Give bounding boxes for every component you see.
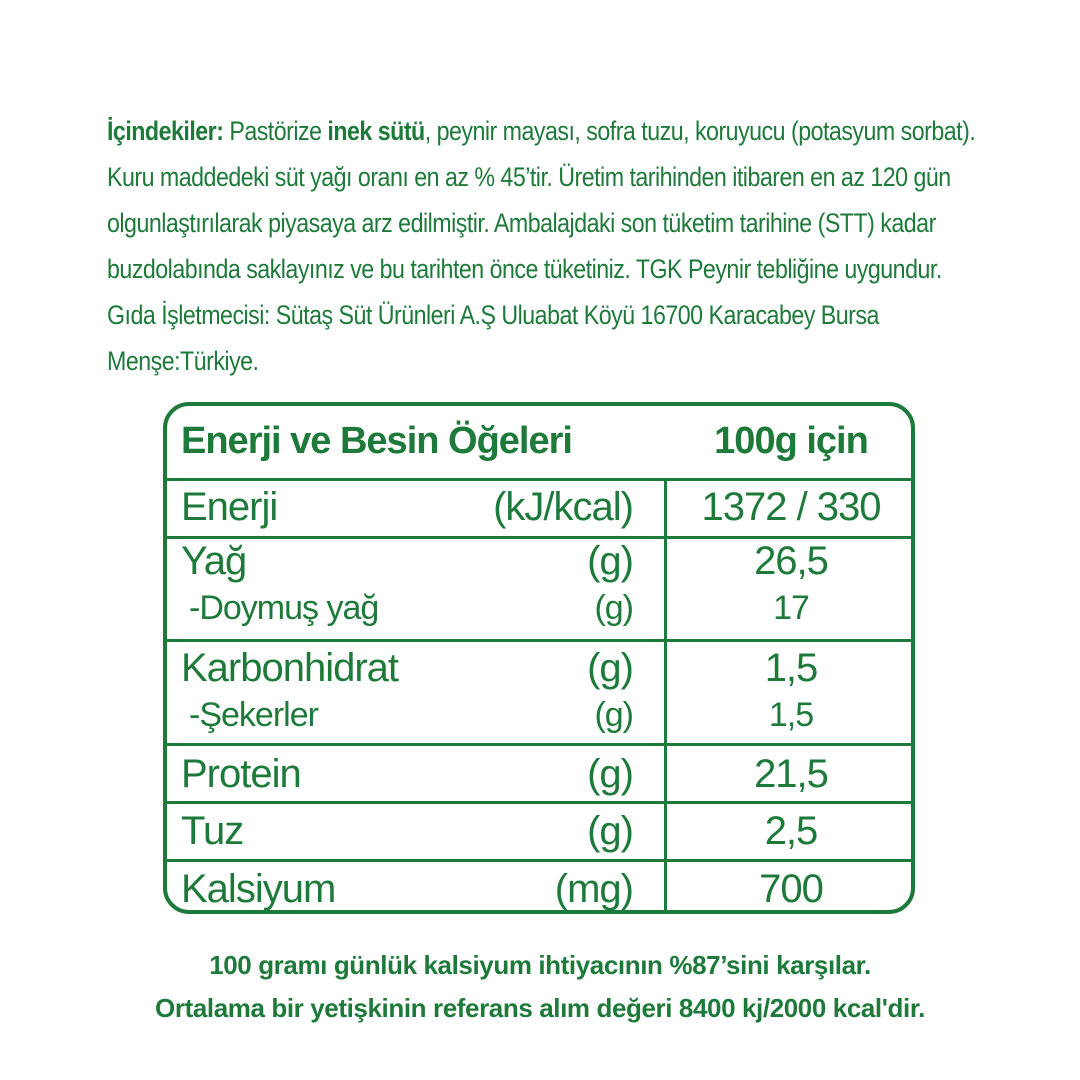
nutrition-row-fat	[167, 536, 911, 639]
nutrition-row-name: Tuz	[181, 809, 244, 853]
nutrition-row-unit: (g)	[587, 752, 633, 796]
nutrition-row-name: Kalsiyum	[181, 867, 336, 911]
ingredients-milk: inek sütü	[327, 116, 425, 146]
nutrition-row-value: 2,5	[764, 809, 818, 853]
nutrition-row-carbohydrate	[167, 639, 911, 743]
column-divider	[664, 478, 667, 910]
nutrition-row-unit: (g)	[587, 539, 633, 583]
ingredients-text-part-2: , peynir mayası, sofra tuzu, koruyucu (potasyum sorbat). Kuru maddedeki süt yağı oranı en az % 45’tir. Üretim tarihinden itibaren en az 120 gün olgunlaştırılarak piyasaya arz edilmiştir. Ambalajdaki son tüketim tarihine (STT) kadar buzdolabında saklayınız ve bu tarihten önce tüketiniz. TGK Peynir tebliğine uygundur. Gıda İşletmecisi: Sütaş Süt Ürünleri A.Ş Uluabat Köyü 16700 Karacabey Bursa Menşe:Türkiye.	[107, 116, 976, 376]
nutrition-row-name: Enerji	[181, 485, 278, 529]
nutrition-row-value: 700	[759, 867, 823, 911]
nutrition-header-name: Enerji ve Besin Öğeleri	[181, 420, 572, 462]
nutrition-row-unit: (g)	[587, 809, 633, 853]
nutrition-row-name: Karbonhidrat	[181, 646, 399, 690]
nutrition-row-unit: (g)	[587, 646, 633, 690]
nutrition-row-unit: (kJ/kcal)	[493, 485, 633, 529]
nutrition-row-salt	[167, 801, 911, 859]
calcium-claim: 100 gramı günlük kalsiyum ihtiyacının %87’sini karşılar.	[209, 950, 871, 980]
nutrition-row-unit: (mg)	[554, 867, 633, 911]
nutrition-subrow-name: -Doymuş yağ	[189, 589, 379, 627]
ingredients-text	[107, 108, 976, 384]
ingredients-text-part-1: Pastörize	[223, 116, 328, 146]
nutrition-header-row	[167, 406, 911, 478]
nutrition-subrow-value: 1,5	[768, 696, 814, 734]
nutrition-row-value: 26,5	[754, 539, 828, 583]
ingredients-label: İçindekiler:	[107, 116, 224, 146]
nutrition-row-protein	[167, 743, 911, 801]
nutrition-row-value: 1,5	[764, 646, 818, 690]
nutrition-row-value: 1372 / 330	[701, 485, 881, 529]
nutrition-row-energy	[167, 478, 911, 536]
nutrition-subrow-unit: (g)	[594, 696, 633, 734]
nutrition-subrow-name: -Şekerler	[189, 696, 318, 734]
nutrition-row-value: 21,5	[754, 752, 828, 796]
nutrition-header-value: 100g için	[714, 420, 868, 462]
nutrition-table	[163, 402, 915, 914]
nutrition-row-calcium	[167, 859, 911, 914]
nutrition-row-name: Yağ	[181, 539, 247, 583]
nutrition-row-name: Protein	[181, 752, 301, 796]
nutrition-subrow-unit: (g)	[594, 589, 633, 627]
reference-intake-note: Ortalama bir yetişkinin referans alım değeri 8400 kj/2000 kcal'dir.	[155, 993, 925, 1023]
nutrition-subrow-value: 17	[773, 589, 809, 627]
